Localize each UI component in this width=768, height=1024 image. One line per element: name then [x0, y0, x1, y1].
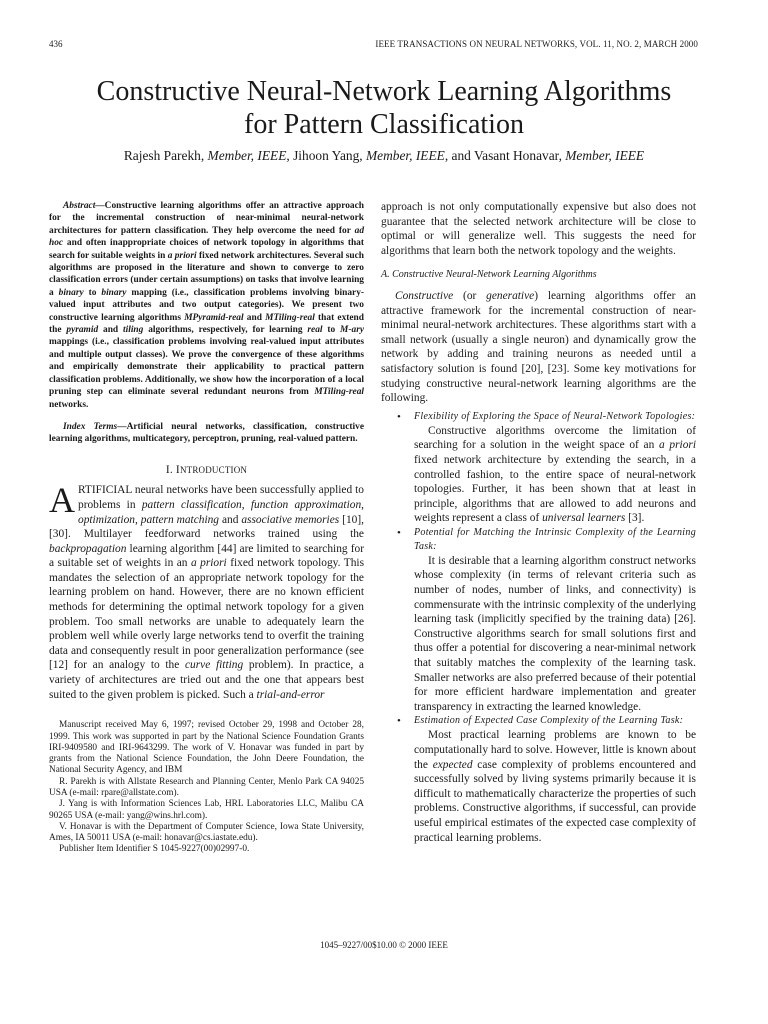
intro-text: learning algorithm [44] are limited to searching for a suitable set of weights in an — [49, 542, 364, 570]
paper-title — [0, 75, 768, 141]
intro-text: [10], [30]. Multilayer feedforward networks trained using the — [49, 513, 364, 541]
intro-text: , — [241, 498, 251, 511]
list-item-text: fixed network architecture by extending the search, in a controlled fashion, to the entire space of neural-network topologies. Further, it has been shown that at least in principle, algorithms that are allowed to add neurons and weights represent a class of — [414, 453, 696, 525]
index-terms — [49, 421, 364, 446]
para-italic: Constructive — [395, 289, 454, 302]
abstract-text: and — [243, 312, 266, 323]
list-item — [381, 410, 696, 526]
intro-italic: curve fitting — [184, 659, 244, 672]
intro-text: fixed network topology. This mandates the selection of an appropriate network topology for the learning problem on hand. However, there are no known efficient methods for determining the optimal network topology for a given problem. Too small networks are unable to adequately learn the problem well while overly large networks tend to overfit the training data and consequently result in poor generalization performance (see [12] for an analogy to the — [49, 557, 364, 672]
author-1-role: Member, IEEE — [207, 148, 287, 163]
abstract-label: Abstract — [63, 201, 96, 211]
abstract-italic: pyramid — [66, 325, 99, 336]
index-terms-label: Index Terms — [63, 421, 118, 432]
abstract-italic: real — [307, 325, 323, 336]
footnote-manuscript: Manuscript received May 6, 1997; revised October 29, 1998 and October 28, 1999. This work was supported in part by the National Science Foundation Grants IRI-9409580 and IRI-9643299. The work of V. Honavar was funded in part by grants from the National Science Foundation, the John Deere Foundation, the National Security Agency, and IBM — [49, 720, 364, 776]
list-item-italic: expected — [432, 758, 473, 771]
index-terms-text: —Artificial neural networks, classification, constructive learning algorithms, multicategory, perceptron, pruning, real-valued pattern. — [49, 421, 365, 445]
para-text: ) learning algorithms offer an attractive framework for the incremental construction of near-minimal neural-network architectures. These algorithms start with a small network (usually a single neuron) and dynamically grow the network by adding and training neurons as needed until a satisfactory solution is found [20], [23]. Some key motivations for studying constructive neural-network learning algorithms are the following. — [381, 289, 696, 405]
abstract-italic: MTiling-real — [314, 387, 364, 398]
subsection-heading: A. Constructive Neural-Network Learning Algorithms — [381, 269, 597, 281]
footnotes — [49, 720, 364, 856]
intro-italic: function approximation — [250, 498, 362, 511]
section-heading-introduction — [49, 463, 364, 478]
list-item-title: Estimation of Expected Case Complexity of the Learning Task: — [414, 715, 684, 727]
author-sep-1: , Jihoon Yang, — [286, 148, 366, 163]
intro-italic: backpropagation — [49, 542, 127, 555]
intro-text: problem). In practice, a variety of architectures are tried out and the one that appears best suited to the given problem is picked. Such a — [49, 659, 364, 701]
bullet-icon: • — [397, 410, 401, 423]
abstract-italic: MPyramid-real — [184, 312, 244, 323]
abstract-italic: MTiling-real — [265, 312, 315, 323]
abstract-text: —Constructive learning algorithms offer an attractive approach for the incremental construction of near-minimal neural-network architectures for pattern classification. They help overcome the need for — [49, 201, 364, 236]
list-item-italic: a priori — [659, 439, 696, 452]
intro-text: , — [361, 498, 364, 511]
author-sep-2: , and Vasant Honavar, — [444, 148, 566, 163]
list-item-text: Most practical learning problems are known to be computationally hard to solve. However, little is known about the — [414, 729, 696, 771]
page-number: 436 — [49, 39, 63, 49]
abstract-text: to — [322, 325, 341, 336]
abstract-text: mappings (i.e., classification problems involving real-valued input attributes and multiple output classes). We prove the convergence of these algorithms and empirically demonstrate their applicability to practical pattern classification problems. Additionally, we show how the incorporation of a local pruning step can eliminate several redundant neurons from — [49, 337, 364, 398]
intro-text: RTIFICIAL neural networks have been successfully applied to problems in — [78, 484, 364, 511]
intro-italic: pattern matching — [140, 513, 220, 526]
abstract-text: networks. — [49, 399, 89, 410]
abstract-text: that extend the — [49, 312, 364, 336]
list-item-italic: universal learners — [542, 512, 626, 525]
author-1-name: Rajesh Parekh, — [123, 148, 208, 163]
motivation-list — [381, 410, 696, 845]
footnote-publisher-id: Publisher Item Identifier S 1045-9227(00)02997-0. — [59, 844, 250, 855]
author-2-role: Member, IEEE — [366, 148, 445, 163]
list-item-body — [414, 424, 696, 526]
author-line — [0, 148, 768, 164]
footnote-author-2: J. Yang is with Information Sciences Lab, HRL Laboratories LLC, Malibu CA 90265 USA (e-mail: yang@wins.hrl.com). — [49, 799, 364, 821]
intro-text: , — [134, 513, 141, 526]
abstract-text: and often inappropriate choices of network topology in algorithms that search for suitable weights in — [49, 238, 364, 261]
intro-italic: trial-and-error — [256, 688, 325, 701]
abstract-italic: ad hoc — [49, 225, 364, 249]
abstract-text: mapping (i.e., classification problems involving binary-valued input attributes and two output categories). We present two constructive learning algorithms — [49, 287, 365, 323]
para-text: (or — [453, 289, 487, 302]
running-head: IEEE TRANSACTIONS ON NEURAL NETWORKS, VOL. 11, NO. 2, MARCH 2000 — [375, 39, 698, 49]
list-item-body: It is desirable that a learning algorithm construct networks whose complexity (in terms of relevant criteria such as number of nodes, number of links, and connectivity) is commensurate with the intrinsic complexity of the underlying learning task (implicitly specified by the training data) [26]. Constructive algorithms search for small solutions first and thus offer a potential for discovering a near-minimal network that suitably matches the complexity of the learning task. Smaller networks are also preferred because of their potential for more efficient hardware implementation and greater transparency in extracting the learned knowledge. — [414, 554, 696, 713]
drop-cap: A — [49, 480, 75, 521]
list-item-title: Potential for Matching the Intrinsic Complexity of the Learning Task: — [414, 526, 696, 552]
abstract-italic: binary — [58, 287, 84, 298]
para-italic: generative — [486, 289, 535, 302]
abstract-text: and — [98, 325, 123, 336]
intro-italic: associative memories — [241, 513, 340, 526]
list-item-text: [3]. — [625, 512, 645, 525]
list-item — [381, 714, 696, 845]
bullet-icon: • — [397, 715, 401, 728]
intro-paragraph — [49, 480, 364, 702]
list-item-title: Flexibility of Exploring the Space of Neural-Network Topologies: — [414, 410, 696, 422]
abstract-italic: M-ary — [340, 325, 365, 336]
footnote-author-1: R. Parekh is with Allstate Research and Planning Center, Menlo Park CA 94025 USA (e-mail: rpare@allstate.com). — [49, 776, 364, 798]
copyright-line: 1045–9227/00$10.00 © 2000 IEEE — [320, 940, 448, 950]
abstract — [49, 200, 364, 411]
intro-italic: a priori — [190, 557, 227, 570]
title-line-2: for Pattern Classification — [244, 109, 524, 140]
intro-italic: optimization — [78, 513, 135, 526]
left-column — [49, 200, 364, 856]
abstract-text: algorithms, respectively, for learning — [143, 325, 308, 336]
abstract-italic: binary — [101, 287, 127, 298]
intro-italic: pattern classification — [141, 498, 242, 511]
right-column — [381, 200, 696, 845]
footnote-author-3: V. Honavar is with the Department of Computer Science, Iowa State University, Ames, IA 50011 USA (e-mail: honavar@cs.iastate.edu). — [49, 821, 364, 844]
list-item — [381, 526, 696, 715]
constructive-paragraph — [381, 289, 696, 406]
section-numeral: I. I — [165, 463, 180, 476]
abstract-text: fixed network architectures. Several such algorithms are proposed in the literature and shown to converge to zero classification errors (under certain assumptions) on tasks that involve learning a — [49, 250, 364, 298]
abstract-text: to — [83, 287, 102, 298]
list-item-text: case complexity of problems encountered and successfully solved by living systems primarily because it is difficult to mathematically characterize the properties of such problems. Constructive algorithms, if successful, can provide useful empirical estimates of the expected case complexity of practical learning problems. — [414, 758, 696, 844]
abstract-italic: a priori — [167, 250, 197, 261]
list-item-text: Constructive algorithms overcome the limitation of searching for a solution in the weight space of an — [414, 424, 696, 452]
intro-text: and — [219, 513, 242, 526]
title-line-1: Constructive Neural-Network Learning Algorithms — [96, 76, 672, 107]
list-item-body — [414, 728, 696, 845]
bullet-icon: • — [397, 526, 401, 539]
section-name: NTRODUCTION — [179, 464, 248, 475]
author-3-role: Member, IEEE — [565, 148, 645, 163]
continued-paragraph: approach is not only computationally expensive but also does not guarantee that the selected network architecture will be close to optimal or will generalize well. This suggests the need for algorithms that learn both the network topology and the weights. — [381, 201, 696, 257]
abstract-italic: tiling — [123, 325, 144, 336]
